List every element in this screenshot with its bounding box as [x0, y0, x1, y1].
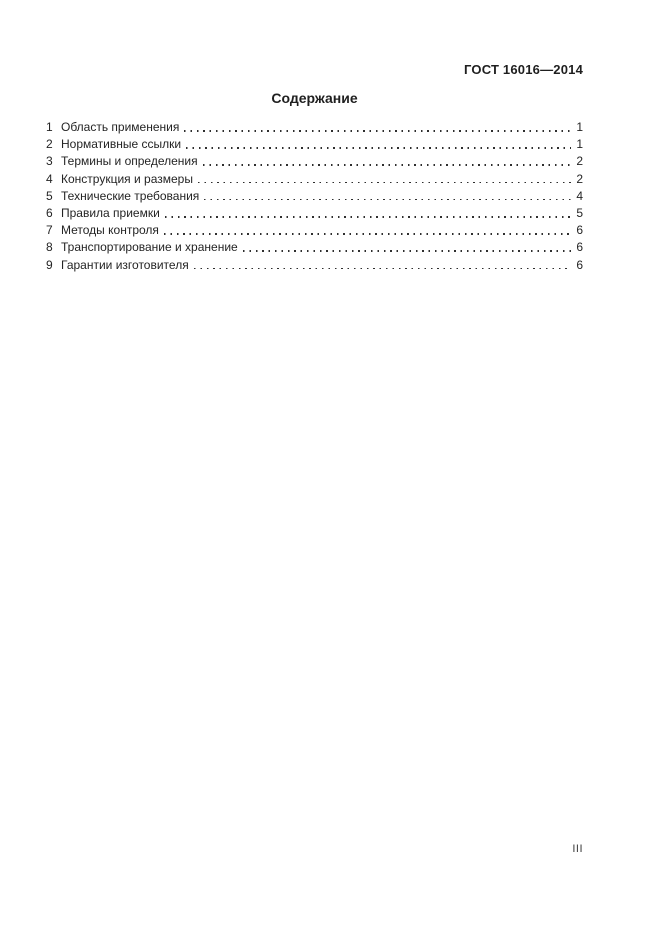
toc-entry-page: 6 [576, 257, 583, 272]
toc-entry-title: Область применения [61, 120, 180, 134]
toc-entry-number: 3 [46, 154, 53, 169]
toc-dot-leader [163, 222, 571, 239]
toc-entry-page: 6 [576, 223, 583, 238]
toc-entry [46, 119, 583, 136]
toc-entry [46, 257, 583, 274]
toc-entry [46, 205, 583, 222]
toc-entry-number: 6 [46, 205, 53, 220]
toc-dot-leader [164, 205, 571, 222]
toc-entry [46, 222, 583, 239]
document-standard-number: ГОСТ 16016—2014 [464, 62, 583, 77]
toc-entry-page: 4 [576, 188, 583, 203]
toc-entry-page: 1 [576, 137, 583, 152]
toc-entry-title: Транспортирование и хранение [61, 240, 238, 255]
toc-entry-page: 5 [576, 205, 583, 220]
toc-dot-leader [197, 171, 571, 188]
toc-entry [46, 153, 583, 170]
toc-entry [46, 239, 583, 256]
page-title: Содержание [271, 90, 358, 106]
toc-entry-number: 1 [46, 120, 53, 134]
toc-entry-title: Конструкция и размеры [61, 171, 193, 186]
toc-dot-leader [185, 136, 571, 153]
toc-entry-number: 8 [46, 240, 53, 255]
toc-entry-page: 2 [576, 154, 583, 169]
toc-entry-title: Правила приемки [61, 205, 160, 220]
toc-entry-number: 9 [46, 257, 53, 272]
toc-entry-title: Гарантии изготовителя [61, 257, 189, 272]
toc-dot-leader [242, 239, 571, 256]
toc-entry-title: Нормативные ссылки [61, 137, 182, 152]
toc-entry-title: Технические требования [61, 188, 200, 203]
toc-dot-leader [193, 257, 571, 274]
toc-entry [46, 188, 583, 205]
toc-entry-page: 2 [576, 171, 583, 186]
toc-entry-number: 2 [46, 137, 53, 152]
toc-entry-title: Термины и определения [61, 154, 198, 169]
page-number: III [572, 843, 583, 855]
toc-entry [46, 171, 583, 188]
toc-entry-number: 4 [46, 171, 53, 186]
table-of-contents [46, 119, 583, 274]
toc-dot-leader [183, 119, 571, 136]
toc-entry-page: 6 [576, 240, 583, 255]
toc-entry [46, 136, 583, 153]
toc-entry-number: 7 [46, 223, 53, 238]
toc-dot-leader [202, 153, 571, 170]
toc-entry-title: Методы контроля [61, 223, 159, 238]
toc-entry-page: 1 [576, 120, 583, 134]
toc-entry-number: 5 [46, 188, 53, 203]
toc-dot-leader [203, 188, 571, 205]
